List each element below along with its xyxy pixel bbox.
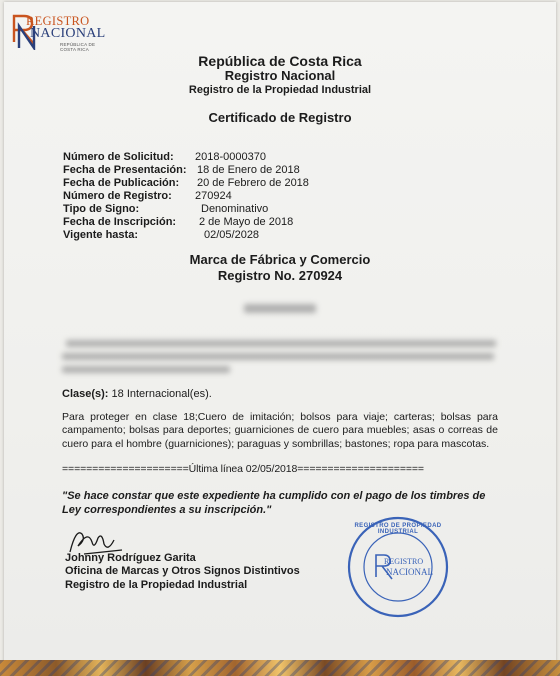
signer-registry: Registro de la Propiedad Industrial (65, 578, 248, 591)
field-row (63, 216, 309, 229)
signer-office: Oficina de Marcas y Otros Signos Distintivos (65, 565, 300, 578)
payment-statement: "Se hace constar que este expediente ha cumplido con el pago de los timbres de Ley correspondientes a su inscripción." (62, 490, 486, 516)
field-label: Fecha de Inscripción: (63, 216, 177, 228)
seal-ring-text: REGISTRO DE PROPIEDAD INDUSTRIAL (354, 523, 442, 535)
field-label: Fecha de Publicación: (63, 177, 180, 189)
field-label: Fecha de Presentación: (63, 164, 187, 176)
field-value: 20 de Febrero de 2018 (197, 177, 309, 189)
decorative-border (0, 660, 560, 676)
logo-subtitle-1: REPÚBLICA DE (60, 42, 96, 47)
seal-word-nacional: NACIONAL (386, 567, 433, 577)
field-value: 02/05/2028 (204, 229, 260, 241)
header-registry: Registro Nacional (224, 68, 336, 83)
redacted-owner-line (66, 340, 496, 347)
field-row (63, 151, 309, 164)
redacted-owner-line (62, 353, 494, 360)
field-label: Número de Solicitud: (63, 151, 174, 163)
field-value: 2018-0000370 (195, 151, 266, 163)
protection-description: Para proteger en clase 18;Cuero de imitación; bolsos para viaje; carteras; bolsas para campamento; bolsas para deportes; guarniciones de cuero para muebles; asas o correas de cuero para el hombre (guarniciones); paraguas y sombrillas; bastones; ropa para mascotas. (62, 411, 498, 450)
field-row (63, 203, 309, 216)
field-label: Número de Registro: (63, 190, 172, 202)
registration-number: Registro No. 270924 (217, 268, 343, 283)
signer-block (65, 552, 300, 592)
redacted-owner-line (62, 366, 230, 373)
seal-word-registro: REGISTRO (384, 557, 424, 566)
registration-details (63, 151, 309, 242)
registro-nacional-logo (10, 12, 106, 52)
classes-value: 18 Internacional(es). (111, 388, 212, 400)
field-value: 18 de Enero de 2018 (197, 164, 300, 176)
field-row (63, 229, 309, 242)
header-country: República de Costa Rica (198, 53, 362, 69)
field-value: Denominativo (201, 203, 269, 215)
classes-line (62, 388, 212, 400)
classes-label: Clase(s): (62, 388, 109, 400)
header-department: Registro de la Propiedad Industrial (188, 84, 372, 96)
logo-subtitle-2: COSTA RICA (60, 47, 89, 52)
field-label: Vigente hasta: (63, 229, 138, 241)
field-row (63, 177, 309, 190)
last-line-marker: =====================Última línea 02/05/2018===================== (62, 463, 424, 475)
logo-word-registro: REGISTRO (26, 14, 90, 28)
field-value: 270924 (195, 190, 232, 202)
field-row (63, 190, 309, 203)
redacted-mark-name (244, 304, 316, 313)
mark-type: Marca de Fábrica y Comercio (189, 252, 371, 267)
official-seal (346, 515, 450, 619)
logo-word-nacional: NACIONAL (30, 26, 106, 41)
certificate-title: Certificado de Registro (208, 110, 352, 125)
field-value: 2 de Mayo de 2018 (199, 216, 294, 228)
field-row (63, 164, 309, 177)
signer-name: Johnny Rodríguez Garita (65, 552, 196, 564)
field-label: Tipo de Signo: (63, 203, 140, 215)
